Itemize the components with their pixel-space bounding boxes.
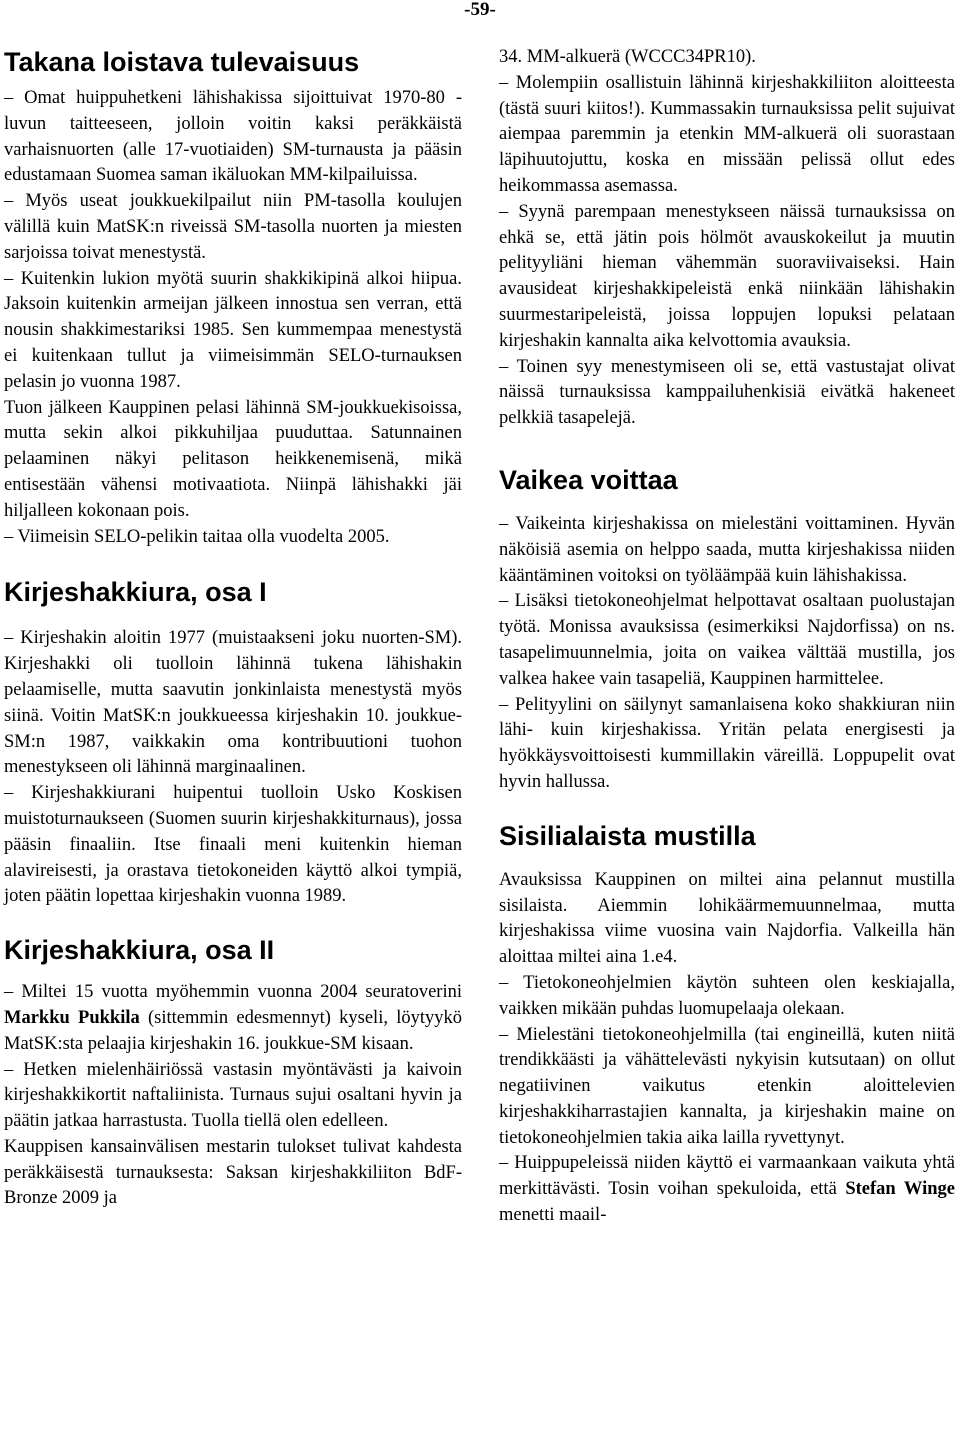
paragraph: Kauppisen kansainvälisen mestarin tulokset tulivat kahdesta peräkkäisestä turnauksesta: Saksan kirjeshakkiliiton BdF-Bronze 2009 ja — [4, 1136, 462, 1209]
paragraph: – Syynä parempaan menestykseen näissä turnauksissa on ehkä se, että jätin pois hölmöt avauskokeilut ja muutin pelityyliäni hieman vähemmän suoraviivaiseksi. Hain avausideat kirjeshakkipeleistä enkä niinkään lähishakin suurmestaripeleistä, joissa loppujen lopuksi pelataan kirjeshakin kannalta aika kelvottomia avauksia. — [499, 201, 955, 351]
person-name: Stefan Winge — [845, 1179, 955, 1200]
paragraph: – Omat huippuhetkeni lähishakissa sijoittuivat 1970-80 -luvun taitteeseen, jolloin voitin kaksi peräkkäistä varhaisnuorten (alle 17-vuotiaiden) SM-turnausta ja pääsin edustamaan Suomea saman ikäluokan MM-kilpailuissa. — [4, 88, 462, 186]
right-column — [499, 45, 955, 1229]
text-run: – Huippupeleissä niiden käyttö ei varmaankaan vaikuta yhtä merkittävästi. Tosin voihan spekuloida, että — [499, 1153, 955, 1200]
paragraph: – Viimeisin SELO-pelikin taitaa olla vuodelta 2005. — [4, 526, 390, 547]
paragraph: – Kirjeshakkiurani huipentui tuolloin Usko Koskisen muistoturnaukseen (Suomen suurin kirjeshakkiturnaus), jossa pääsin finaaliin. Itse finaali meni kuitenkin hieman alavireisesti, ja orastava tietokoneiden käyttö alkoi tympiä, joten päätin lopettaa kirjeshakin vuonna 1989. — [4, 783, 462, 907]
person-name: Markku Pukkila — [4, 1007, 140, 1028]
paragraph: – Lisäksi tietokoneohjelmat helpottavat osaltaan puolustajan työtä. Monissa avauksissa (esimerkiksi Najdorfissa) on ns. tasapelimuunnelmia, joita on vaikea välttää mustilla, jos valkea hakee vain tasapeliä, Kauppinen harmittelee. — [499, 591, 955, 689]
paragraph: 34. MM-alkuerä (WCCC34PR10). — [499, 47, 756, 67]
section-title-kirjeshakkiura-2: Kirjeshakkiura, osa II — [4, 935, 275, 966]
paragraph: – Hetken mielenhäiriössä vastasin myöntävästi ja kaivoin kirjeshakkikortit naftaliinista. Turnaus sujui osaltani hyvin ja päätin jatkaa harrastusta. Tuolla tiellä olen edelleen. — [4, 1059, 462, 1132]
paragraph: Tuon jälkeen Kauppinen pelasi lähinnä SM-joukkuekisoissa, mutta sekin alkoi pikkuhiljaa puuduttaa. Satunnainen pelaaminen näkyi pelitason heikkenemisenä, mikä entisestään vähensi motivaatiota. Niinpä lähishakki jäi hiljalleen kokonaan pois. — [4, 397, 462, 521]
paragraph: – Mielestäni tietokoneohjelmilla (tai engineillä, kuten niitä trendikkäästi ja vähättelevästi nykyisin kutsutaan) on ollut negatiivinen vaikutus etenkin aloittelevien kirjeshakkiharrastajien kannalta, ja kirjeshakin maine on tietokoneohjelmien takia aika lailla ryvettynyt. — [499, 1024, 955, 1148]
section-title-sisilialaista: Sisilialaista mustilla — [499, 820, 756, 851]
text-run: (sittemmin edesmennyt) kyseli, löytyykö MatSK:sta pelaajia kirjeshakin 16. joukkue-SM kisaan. — [4, 1007, 462, 1054]
section-title-takana: Takana loistava tulevaisuus — [4, 47, 360, 77]
left-column — [4, 40, 462, 1212]
paragraph: – Kuitenkin lukion myötä suurin shakkikipinä alkoi hiipua. Jaksoin kuitenkin armeijan jälkeen innostua sen verran, että nousin shakkimestariksi 1985. Sen kummempaa menestystä ei kuitenkaan tullut ja viimeisimmän SELO-turnauksen pelasin jo vuonna 1987. — [4, 268, 462, 392]
paragraph: – Myös useat joukkuekilpailut niin PM-tasolla koulujen välillä kuin MatSK:n riveissä SM-tasolla nuorten ja miesten sarjoissa toivat menestystä. — [4, 191, 462, 263]
paragraph: – Tietokoneohjelmien käytön suhteen olen keskiajalla, vaikken mikään puhdas luomupelaaja olekaan. — [499, 972, 955, 1019]
paragraph: – Toinen syy menestymiseen oli se, että vastustajat olivat näissä turnauksissa kamppailuhenkisiä eivätkä hakeneet pelkkiä tasapelejä. — [499, 356, 955, 429]
paragraph: – Vaikeinta kirjeshakissa on mielestäni voittaminen. Hyvän näköisiä asemia on helppo saada, mutta kirjeshakissa niiden kääntäminen voitoksi on työläämpää kuin lähishakissa. — [499, 513, 955, 586]
paragraph: – Pelityylini on säilynyt samanlaisena koko shakkiuran niin lähi- kuin kirjeshakissa. Yritän pelata energisesti ja hyökkäysvoittoisesti kummillakin väreillä. Loppupelit ovat hyvin hallussa. — [499, 694, 955, 792]
text-run: – Miltei 15 vuotta myöhemmin vuonna 2004 seuratoverini — [4, 982, 462, 1003]
section-title-kirjeshakkiura-1: Kirjeshakkiura, osa I — [4, 577, 267, 608]
paragraph: Avauksissa Kauppinen on miltei aina pelannut mustilla sisilaista. Aiemmin lohikäärmemuunnelmaa, mutta kirjeshakissa viime vuosina vain Najdorfia. Valkeilla hän aloittaa miltei aina 1.e4. — [499, 869, 955, 968]
section-title-vaikea-voittaa: Vaikea voittaa — [499, 464, 678, 495]
page-number: -59- — [464, 0, 496, 20]
paragraph: – Molempiin osallistuin lähinnä kirjeshakkiliiton aloitteesta (tästä suuri kiitos!). Kummassakin turnauksissa pelit sujuivat aiempaa paremmin ja etenkin MM-alkuerä oli suorastaan läpihuutojuttu, koska en missään pelissä ollut edes heikommassa asemassa. — [499, 72, 955, 196]
paragraph — [4, 980, 462, 1057]
text-run: menetti maail- — [499, 1205, 607, 1226]
paragraph: – Kirjeshakin aloitin 1977 (muistaakseni joku nuorten-SM). Kirjeshakki oli tuolloin lähinnä tukena lähishakin pelaamiselle, mutta saavutin jonkinlaista menestystä myös siinä. Voitin MatSK:n joukkueessa kirjeshakin 10. joukkue-SM:n 1987, vaikkakin oma kontribuutioni tuohon menestykseen oli lähinnä marginaalinen. — [4, 628, 462, 778]
paragraph — [499, 1151, 955, 1228]
